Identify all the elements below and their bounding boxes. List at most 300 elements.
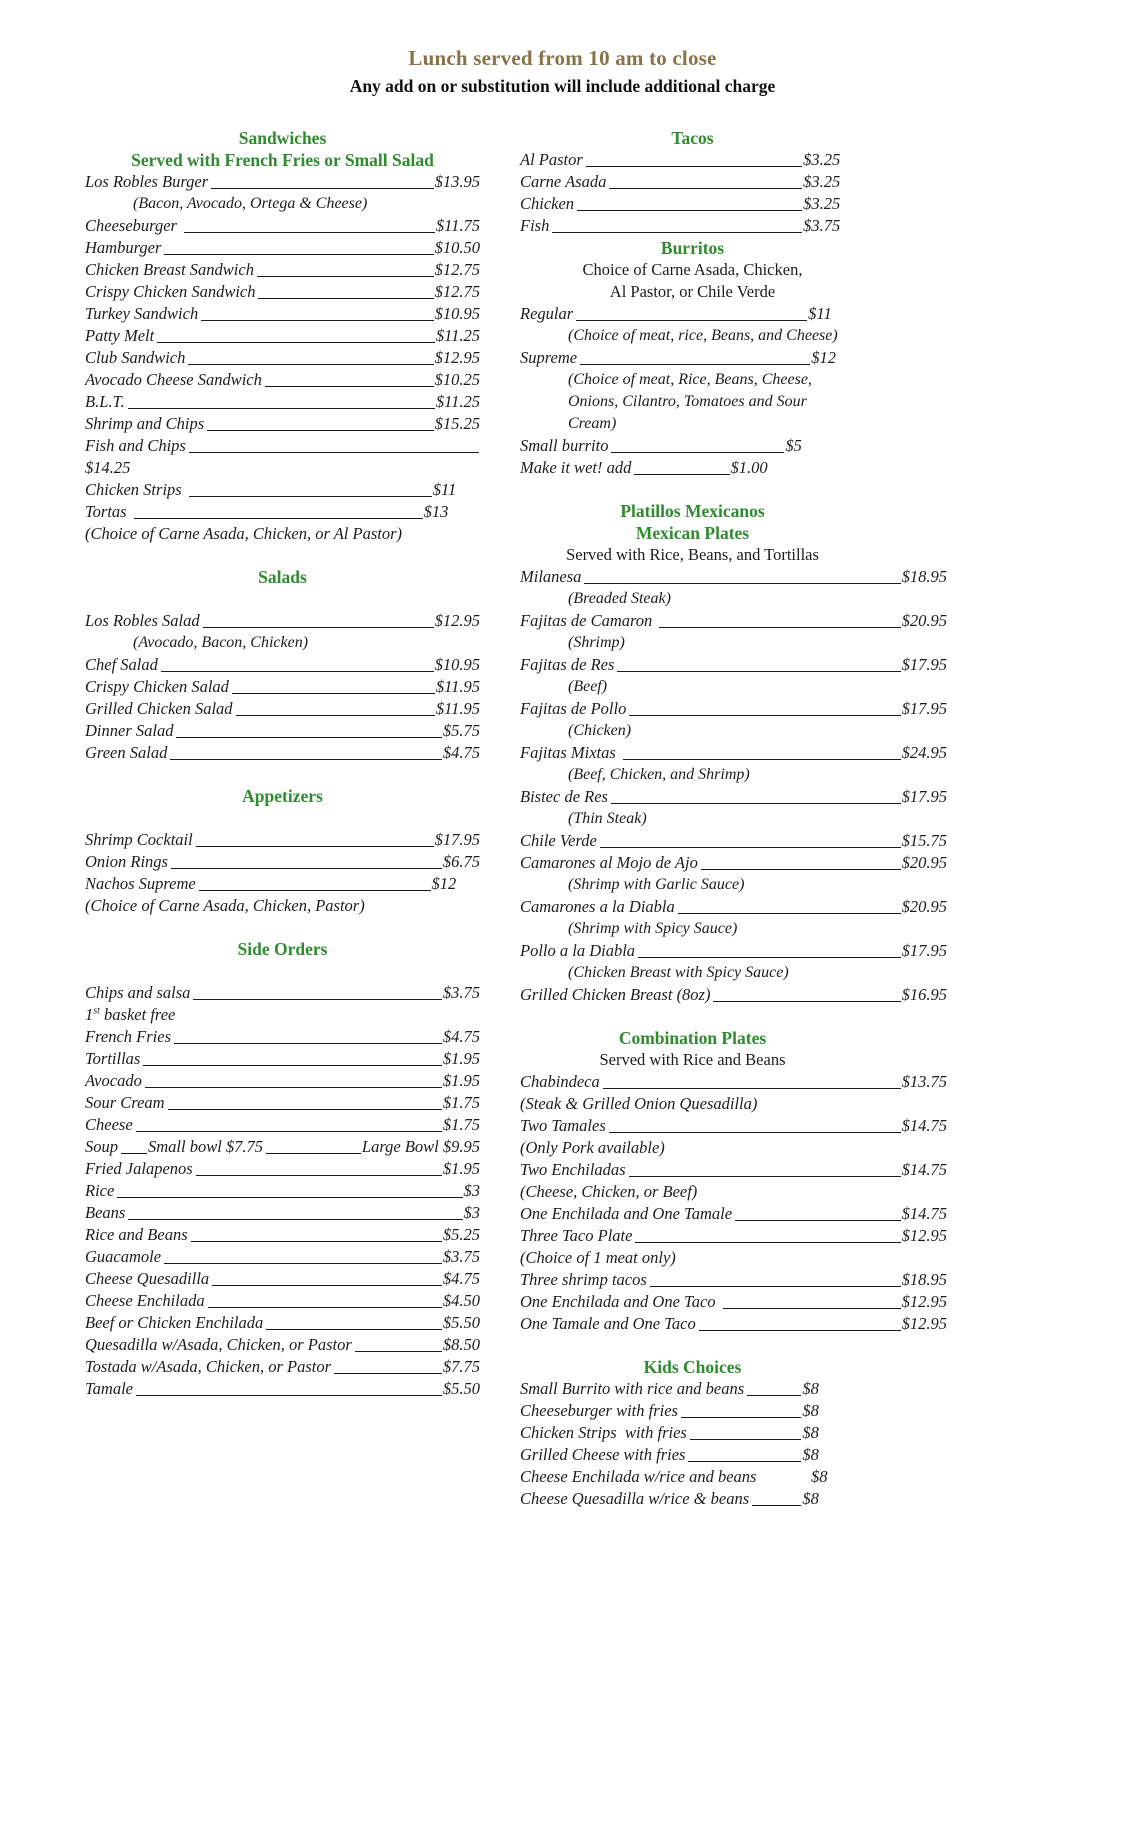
menu-note xyxy=(85,1004,480,1026)
item-name: Cheese Quesadilla xyxy=(85,1269,210,1288)
section-platillos-mexicanos xyxy=(520,500,947,1006)
item-price: $5.50 xyxy=(442,1313,480,1332)
leader-line xyxy=(723,1308,901,1309)
menu-item xyxy=(85,1180,480,1202)
item-name: Chicken Breast Sandwich xyxy=(85,260,254,279)
leader-line xyxy=(176,737,441,738)
item-price: $8 xyxy=(802,1445,819,1464)
item-name: Grilled Cheese with fries xyxy=(520,1445,686,1464)
note-text: basket free xyxy=(99,1005,176,1024)
item-price: $17.95 xyxy=(434,830,480,849)
leader-line xyxy=(603,1088,901,1089)
item-price: $10.95 xyxy=(434,655,480,674)
item-name: Beans xyxy=(85,1203,126,1222)
item-name: Rice and Beans xyxy=(85,1225,188,1244)
leader-line xyxy=(266,1329,442,1330)
item-price: $24.95 xyxy=(901,743,947,762)
leader-line xyxy=(681,1417,801,1418)
menu-item xyxy=(520,1159,947,1181)
leader-line xyxy=(629,1176,901,1177)
item-description: Onions, Cilantro, Tomatoes and Sour xyxy=(568,393,807,410)
item-name: Guacamole xyxy=(85,1247,162,1266)
item-name: Tortas xyxy=(85,502,131,521)
item-name: Fish xyxy=(520,216,550,235)
item-name: Chicken Strips xyxy=(85,480,186,499)
menu-columns xyxy=(85,127,1125,1510)
section-salads xyxy=(85,566,480,764)
item-name: Shrimp Cocktail xyxy=(85,830,193,849)
menu-item xyxy=(85,1114,480,1136)
item-price: $3 xyxy=(463,1181,480,1200)
item-price: $4.75 xyxy=(442,743,480,762)
leader-line xyxy=(690,1439,802,1440)
section-subheading: Served with French Fries or Small Salad xyxy=(131,150,434,170)
leader-line xyxy=(199,890,431,891)
item-name: Quesadilla w/Asada, Chicken, or Pastor xyxy=(85,1335,352,1354)
menu-item xyxy=(520,742,947,764)
leader-line xyxy=(189,452,479,453)
item-name: B.L.T. xyxy=(85,392,125,411)
menu-item xyxy=(85,1224,480,1246)
menu-item xyxy=(520,1444,819,1466)
menu-item xyxy=(520,1291,947,1313)
leader-line xyxy=(121,1153,147,1154)
section-heading: Platillos Mexicanos xyxy=(620,501,765,521)
item-price: $5.50 xyxy=(442,1379,480,1398)
item-price: Large Bowl $9.95 xyxy=(361,1137,480,1156)
section-side-orders xyxy=(85,938,480,1400)
item-name: Chicken xyxy=(520,194,575,213)
item-price: $12.95 xyxy=(434,611,480,630)
item-name: Cheeseburger xyxy=(85,216,182,235)
leader-line xyxy=(611,803,901,804)
menu-item xyxy=(85,237,480,259)
menu-item xyxy=(520,1313,947,1335)
menu-item xyxy=(520,1269,947,1291)
item-price: $11.25 xyxy=(435,326,480,345)
menu-item xyxy=(85,281,480,303)
item-price: $3.75 xyxy=(803,216,841,235)
item-price: $11 xyxy=(808,304,832,323)
item-name: Los Robles Salad xyxy=(85,611,200,630)
leader-line xyxy=(355,1351,442,1352)
item-price: $10.50 xyxy=(434,238,480,257)
item-price: $3.25 xyxy=(803,172,841,191)
section-kids-choices xyxy=(520,1356,947,1510)
item-price: $12.95 xyxy=(434,348,480,367)
item-price: $18.95 xyxy=(901,567,947,586)
item-name: Milanesa xyxy=(520,567,582,586)
section-note: Served with Rice and Beans xyxy=(599,1050,786,1069)
menu-item xyxy=(85,873,456,895)
menu-item xyxy=(520,654,947,676)
leader-line xyxy=(629,715,900,716)
leader-line xyxy=(258,298,433,299)
leader-line xyxy=(168,1109,442,1110)
leader-line xyxy=(188,364,433,365)
item-name: Avocado Cheese Sandwich xyxy=(85,370,262,389)
item-name: Green Salad xyxy=(85,743,168,762)
menu-item xyxy=(85,215,480,237)
menu-item xyxy=(85,1268,480,1290)
item-name: Tortillas xyxy=(85,1049,141,1068)
leader-line xyxy=(207,430,433,431)
item-name: Tostada w/Asada, Chicken, or Pastor xyxy=(85,1357,331,1376)
item-name: Two Tamales xyxy=(520,1116,606,1135)
menu-note: (Steak & Grilled Onion Quesadilla) xyxy=(520,1094,758,1113)
item-name: Avocado xyxy=(85,1071,142,1090)
leader-line xyxy=(212,1285,442,1286)
menu-item xyxy=(85,1378,480,1400)
menu-item xyxy=(85,369,480,391)
item-name: Soup xyxy=(85,1137,118,1156)
item-price: $18.95 xyxy=(901,1270,947,1289)
item-description: (Breaded Steak) xyxy=(568,590,671,607)
item-price: $14.75 xyxy=(901,1204,947,1223)
menu-column-left xyxy=(85,127,480,1400)
leader-line xyxy=(232,693,435,694)
leader-line xyxy=(266,1153,361,1154)
leader-line xyxy=(196,846,434,847)
leader-line xyxy=(735,1220,901,1221)
item-name: Cheese Enchilada xyxy=(85,1291,205,1310)
leader-line xyxy=(609,188,802,189)
item-price: $12.75 xyxy=(434,260,480,279)
menu-item xyxy=(85,435,480,457)
item-price: $8 xyxy=(802,1489,819,1508)
item-price: $10.95 xyxy=(434,304,480,323)
leader-line xyxy=(688,1461,801,1462)
menu-item xyxy=(520,830,947,852)
leader-line xyxy=(257,276,434,277)
item-description: (Avocado, Bacon, Chicken) xyxy=(133,634,309,651)
menu-item xyxy=(85,1312,480,1334)
leader-line xyxy=(171,868,442,869)
menu-item xyxy=(520,984,947,1006)
leader-line xyxy=(586,166,802,167)
menu-item xyxy=(520,1488,819,1510)
item-name: Two Enchiladas xyxy=(520,1160,626,1179)
menu-item xyxy=(85,982,480,1004)
item-name: Turkey Sandwich xyxy=(85,304,199,323)
leader-line xyxy=(580,364,810,365)
item-price: $11.75 xyxy=(435,216,480,235)
item-name: Grilled Chicken Salad xyxy=(85,699,233,718)
leader-line xyxy=(201,320,433,321)
leader-line xyxy=(334,1373,442,1374)
section-heading: Sandwiches xyxy=(238,128,327,148)
heading-spacer xyxy=(85,588,480,610)
item-price: $3.25 xyxy=(803,194,841,213)
menu-item xyxy=(85,1246,480,1268)
leader-line xyxy=(617,671,900,672)
menu-note: (Choice of Carne Asada, Chicken, Pastor) xyxy=(85,896,365,915)
leader-line xyxy=(623,759,901,760)
item-name: Bistec de Res xyxy=(520,787,608,806)
menu-item xyxy=(85,303,480,325)
item-price: $8 xyxy=(802,1423,819,1442)
menu-item xyxy=(85,259,480,281)
menu-item xyxy=(520,1378,819,1400)
menu-item xyxy=(85,676,480,698)
item-price: $11.95 xyxy=(435,677,480,696)
leader-line xyxy=(128,1219,462,1220)
menu-note: (Only Pork available) xyxy=(520,1138,665,1157)
section-combination-plates xyxy=(520,1027,947,1335)
leader-line xyxy=(164,254,433,255)
item-price: $3.25 xyxy=(803,150,841,169)
section-appetizers xyxy=(85,785,480,917)
item-description: (Thin Steak) xyxy=(568,810,647,827)
leader-line xyxy=(128,408,435,409)
menu-item xyxy=(85,501,448,523)
item-name: Carne Asada xyxy=(520,172,607,191)
section-heading: Salads xyxy=(258,567,307,587)
menu-item xyxy=(85,610,480,632)
section-sandwiches xyxy=(85,127,480,545)
menu-item xyxy=(520,1422,819,1444)
item-price: $8.50 xyxy=(442,1335,480,1354)
item-description: (Shrimp) xyxy=(568,634,625,651)
menu-item xyxy=(520,149,840,171)
item-price: $3.75 xyxy=(442,1247,480,1266)
item-price: $13 xyxy=(423,502,449,521)
leader-line xyxy=(208,1307,442,1308)
item-price: $3 xyxy=(463,1203,480,1222)
leader-line xyxy=(143,1065,442,1066)
menu-item xyxy=(520,566,947,588)
leader-line xyxy=(134,518,423,519)
item-price: $17.95 xyxy=(901,699,947,718)
item-price: $8 xyxy=(802,1379,819,1398)
item-price: $1.00 xyxy=(730,458,768,477)
menu-item xyxy=(520,1203,947,1225)
item-price: $8 xyxy=(810,1467,828,1486)
menu-item xyxy=(85,171,480,193)
leader-line xyxy=(552,232,802,233)
item-price: $12.95 xyxy=(901,1226,947,1245)
item-name: Camarones a la Diabla xyxy=(520,897,675,916)
leader-line xyxy=(752,1505,801,1506)
section-heading: Side Orders xyxy=(237,939,328,959)
menu-item xyxy=(520,940,947,962)
menu-item xyxy=(85,1356,480,1378)
item-name: Fajitas Mixtas xyxy=(520,743,620,762)
menu-item xyxy=(520,457,768,479)
item-name: Supreme xyxy=(520,348,578,367)
menu-item-soup xyxy=(85,1136,480,1158)
menu-item xyxy=(520,215,840,237)
item-price: $5.75 xyxy=(442,721,480,740)
item-price: $20.95 xyxy=(901,853,947,872)
item-name: Beef or Chicken Enchilada xyxy=(85,1313,264,1332)
ordinal-suffix: st xyxy=(93,1005,100,1017)
menu-note: $14.25 xyxy=(85,458,131,477)
item-price: $5.25 xyxy=(442,1225,480,1244)
leader-line xyxy=(203,627,434,628)
item-price: $1.75 xyxy=(442,1115,480,1134)
leader-line xyxy=(265,386,434,387)
item-description: (Shrimp with Garlic Sauce) xyxy=(568,876,745,893)
item-name: Cheese Quesadilla w/rice & beans xyxy=(520,1489,750,1508)
item-price: $17.95 xyxy=(901,655,947,674)
menu-item xyxy=(520,1466,827,1488)
item-price: $4.75 xyxy=(442,1269,480,1288)
item-name: Los Robles Burger xyxy=(85,172,209,191)
item-price: $16.95 xyxy=(901,985,947,1004)
leader-line xyxy=(609,1132,901,1133)
item-name: Cheese Enchilada w/rice and beans xyxy=(520,1467,761,1486)
menu-item xyxy=(520,303,832,325)
item-name: Hamburger xyxy=(85,238,162,257)
leader-line xyxy=(136,1395,442,1396)
menu-item xyxy=(520,193,840,215)
leader-line xyxy=(211,188,433,189)
menu-item xyxy=(85,851,480,873)
item-name: Fried Jalapenos xyxy=(85,1159,193,1178)
menu-item xyxy=(85,1158,480,1180)
heading-spacer xyxy=(85,960,480,982)
leader-line xyxy=(196,1175,442,1176)
menu-item xyxy=(520,435,802,457)
page-title: Lunch served from 10 am to close xyxy=(408,46,717,70)
menu-item xyxy=(520,1071,947,1093)
menu-item xyxy=(85,479,456,501)
leader-line xyxy=(161,671,434,672)
menu-note: (Choice of Carne Asada, Chicken, or Al Pastor) xyxy=(85,524,402,543)
item-price: $17.95 xyxy=(901,787,947,806)
leader-line xyxy=(659,627,900,628)
item-price: $6.75 xyxy=(442,852,480,871)
section-heading: Kids Choices xyxy=(643,1357,742,1377)
section-note: Choice of Carne Asada, Chicken, xyxy=(582,260,803,279)
item-name: Fish and Chips xyxy=(85,436,186,455)
menu-item xyxy=(520,171,840,193)
menu-item xyxy=(85,1092,480,1114)
menu-item xyxy=(520,347,836,369)
item-name: Chicken Strips with fries xyxy=(520,1423,687,1442)
heading-spacer xyxy=(85,807,480,829)
menu-column-right xyxy=(520,127,947,1510)
item-description: (Bacon, Avocado, Ortega & Cheese) xyxy=(133,195,368,212)
item-price: $1.75 xyxy=(442,1093,480,1112)
section-burritos xyxy=(520,237,947,479)
leader-line xyxy=(157,342,435,343)
item-price: $11.95 xyxy=(435,699,480,718)
item-price: $11 xyxy=(432,480,457,499)
item-name: Chef Salad xyxy=(85,655,158,674)
leader-line xyxy=(145,1087,442,1088)
item-price: $12.95 xyxy=(901,1314,947,1333)
section-note: Al Pastor, or Chile Verde xyxy=(609,282,776,301)
item-price: $1.95 xyxy=(442,1071,480,1090)
item-price: $8 xyxy=(802,1401,819,1420)
item-name: Pollo a la Diabla xyxy=(520,941,636,960)
leader-line xyxy=(170,759,442,760)
item-name: Small Burrito with rice and beans xyxy=(520,1379,745,1398)
item-price: $12 xyxy=(431,874,457,893)
item-price: $12.75 xyxy=(434,282,480,301)
leader-line xyxy=(584,583,900,584)
leader-line xyxy=(184,232,435,233)
item-name: Chabindeca xyxy=(520,1072,600,1091)
item-description: (Choice of meat, rice, Beans, and Cheese) xyxy=(568,327,838,344)
leader-line xyxy=(678,913,901,914)
section-heading: Appetizers xyxy=(242,786,323,806)
item-name: Grilled Chicken Breast (8oz) xyxy=(520,985,711,1004)
section-subheading: Mexican Plates xyxy=(635,523,750,543)
section-heading: Burritos xyxy=(660,238,725,258)
leader-line xyxy=(635,1242,900,1243)
menu-item xyxy=(520,1225,947,1247)
item-price: $1.95 xyxy=(442,1159,480,1178)
leader-line xyxy=(193,999,441,1000)
menu-item xyxy=(85,347,480,369)
item-name: Sour Cream xyxy=(85,1093,165,1112)
leader-line xyxy=(747,1395,801,1396)
leader-line xyxy=(576,320,807,321)
menu-item xyxy=(85,391,480,413)
item-price: $1.95 xyxy=(442,1049,480,1068)
item-name: Fajitas de Camaron xyxy=(520,611,657,630)
item-name: Cheeseburger with fries xyxy=(520,1401,678,1420)
item-mid-price: Small bowl $7.75 xyxy=(148,1137,264,1156)
leader-line xyxy=(189,496,432,497)
menu-item xyxy=(520,1400,819,1422)
item-description: (Shrimp with Spicy Sauce) xyxy=(568,920,738,937)
item-price: $11.25 xyxy=(435,392,480,411)
menu-item xyxy=(85,742,480,764)
menu-item xyxy=(85,325,480,347)
item-name: Make it wet! add xyxy=(520,458,632,477)
item-name: Nachos Supreme xyxy=(85,874,196,893)
item-price: $10.25 xyxy=(434,370,480,389)
item-name: Camarones al Mojo de Ajo xyxy=(520,853,698,872)
item-name: Cheese xyxy=(85,1115,133,1134)
leader-line xyxy=(136,1131,442,1132)
leader-line xyxy=(611,452,784,453)
item-name: Chips and salsa xyxy=(85,983,191,1002)
leader-line xyxy=(191,1241,442,1242)
leader-line xyxy=(164,1263,442,1264)
item-price: $20.95 xyxy=(901,897,947,916)
menu-item xyxy=(85,720,480,742)
menu-item xyxy=(85,654,480,676)
item-name: Crispy Chicken Sandwich xyxy=(85,282,256,301)
item-description: (Choice of meat, Rice, Beans, Cheese, xyxy=(568,371,812,388)
item-name: Rice xyxy=(85,1181,115,1200)
menu-note: (Choice of 1 meat only) xyxy=(520,1248,676,1267)
item-price: $14.75 xyxy=(901,1160,947,1179)
leader-line xyxy=(577,210,802,211)
item-price: $4.50 xyxy=(442,1291,480,1310)
leader-line xyxy=(117,1197,462,1198)
item-price: $13.75 xyxy=(901,1072,947,1091)
note-text: 1 xyxy=(85,1005,94,1024)
menu-item xyxy=(520,698,947,720)
leader-line xyxy=(713,1001,900,1002)
section-heading: Combination Plates xyxy=(618,1028,767,1048)
menu-item xyxy=(520,1115,947,1137)
item-name: Shrimp and Chips xyxy=(85,414,205,433)
section-heading: Tacos xyxy=(671,128,714,148)
item-price: $5 xyxy=(785,436,802,455)
item-price: $7.75 xyxy=(442,1357,480,1376)
item-price: $13.95 xyxy=(434,172,480,191)
leader-line xyxy=(638,957,901,958)
item-name: One Enchilada and One Taco xyxy=(520,1292,720,1311)
item-description: (Chicken) xyxy=(568,722,632,739)
